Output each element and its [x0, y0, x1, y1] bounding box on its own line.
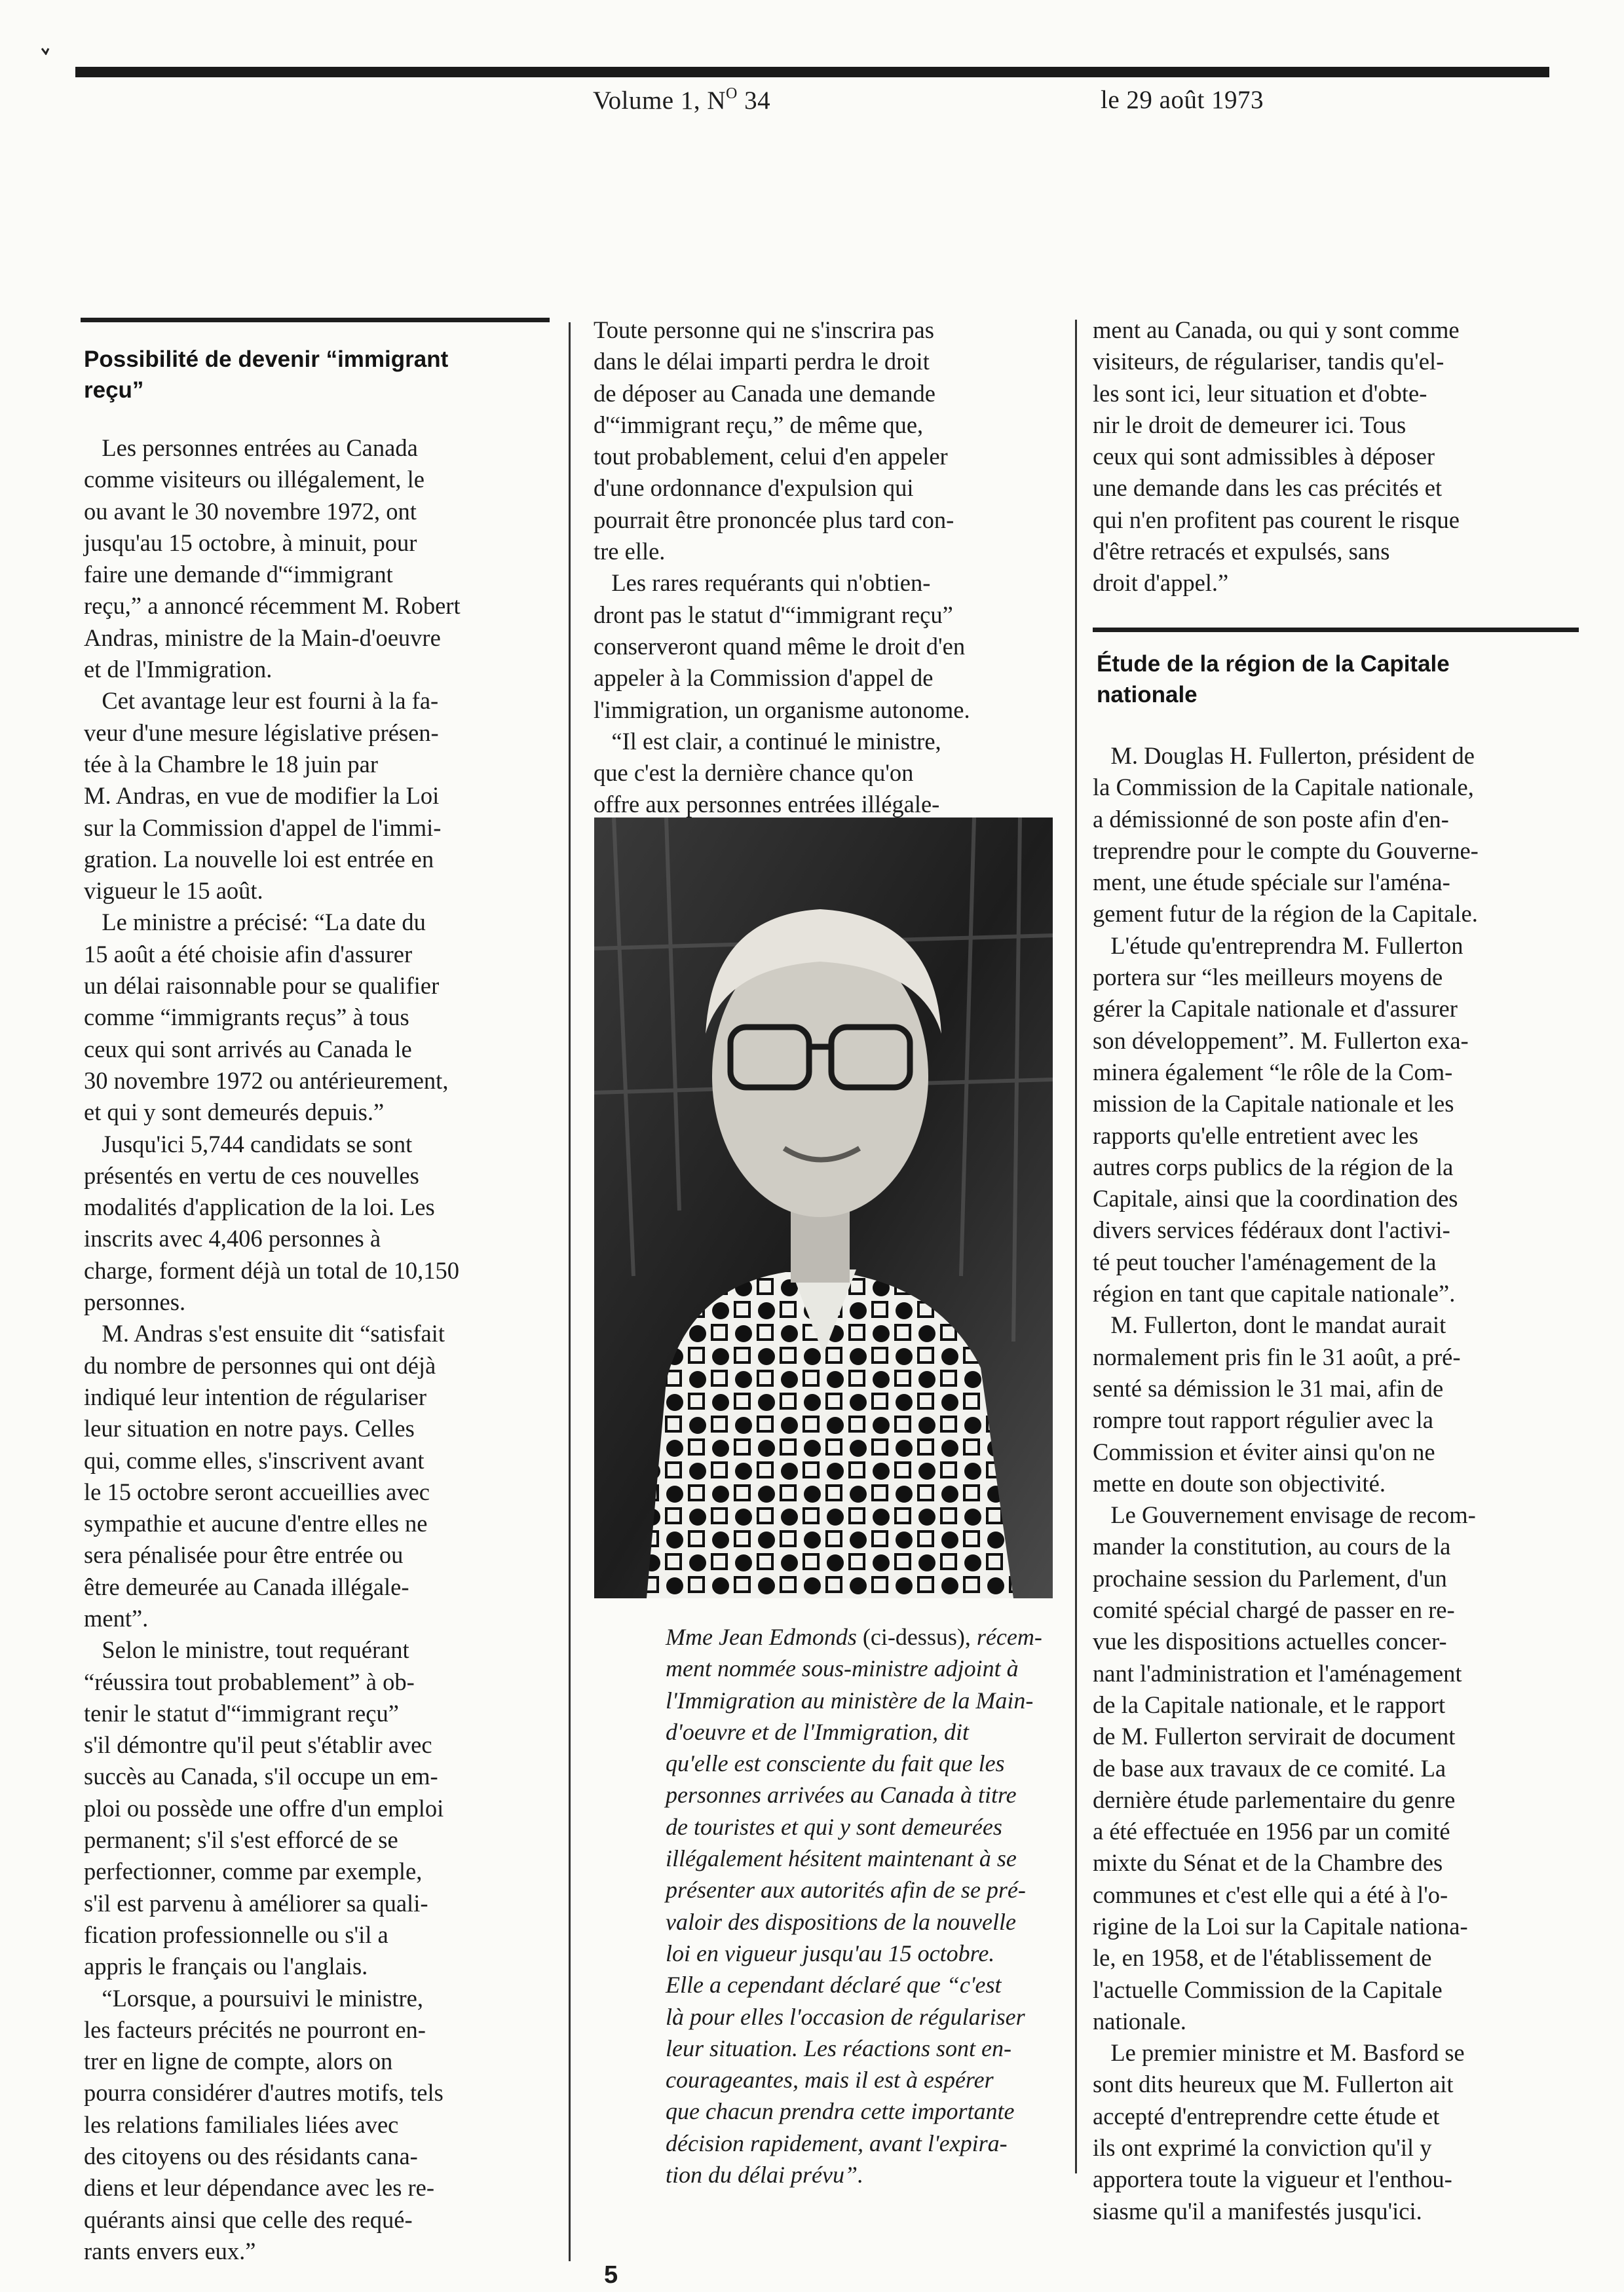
- caption-line: leur situation. Les réactions sont en-: [666, 2035, 1011, 2061]
- text-line: rapports qu'elle entretient avec les: [1093, 1121, 1419, 1149]
- text-line: M. Andras, en vue de modifier la Loi: [84, 782, 440, 810]
- text-line: vigueur le 15 août.: [84, 877, 263, 905]
- text-line: reçu,” a annoncé récemment M. Robert: [84, 592, 461, 620]
- text-line: ceux qui sont arrivés au Canada le: [84, 1035, 412, 1062]
- caption-line: courageantes, mais il est à espérer: [666, 2067, 994, 2094]
- caption-line: tion du délai prévu”.: [666, 2162, 863, 2189]
- text-line: d'une ordonnance d'expulsion qui: [594, 474, 914, 502]
- text-line: mander la constitution, au cours de la: [1093, 1533, 1451, 1560]
- column-divider-1: [569, 322, 571, 2261]
- text-line: ment”.: [84, 1604, 149, 1632]
- text-line: comme “immigrants reçus” à tous: [84, 1004, 409, 1031]
- text-line: prochaine session du Parlement, d'un: [1093, 1564, 1447, 1592]
- caption-line: là pour elles l'occasion de régulariser: [666, 2003, 1025, 2030]
- text-line: l'actuelle Commission de la Capitale: [1093, 1976, 1443, 2003]
- text-line: s'il démontre qu'il peut s'établir avec: [84, 1731, 432, 1759]
- text-line: de M. Fullerton servirait de document: [1093, 1723, 1456, 1750]
- text-line: dans le délai imparti perdra le droit: [594, 348, 930, 375]
- text-line: son développement”. M. Fullerton exa-: [1093, 1026, 1469, 1054]
- text-line: un délai raisonnable pour se qualifier: [84, 972, 440, 1000]
- text-line: indiqué leur intention de régulariser: [84, 1383, 426, 1410]
- text-line: dernière étude parlementaire du genre: [1093, 1786, 1456, 1813]
- text-line: le, en 1958, et de l'établissement de: [1093, 1944, 1432, 1972]
- article1-heading: Possibilité de devenir “immigrant reçu”: [84, 347, 449, 403]
- text-line: faire une demande d'“immigrant: [84, 561, 393, 588]
- caption-line: loi en vigueur jusqu'au 15 octobre.: [666, 1940, 995, 1966]
- caption-first-line: Mme Jean Edmonds (ci-dessus), récem-: [666, 1624, 1042, 1650]
- text-line: accepté d'entreprendre cette étude et: [1093, 2102, 1440, 2130]
- text-line: Les rares requérants qui n'obtien-: [594, 569, 931, 597]
- caption-line: qu'elle est consciente du fait que les: [666, 1750, 1005, 1777]
- text-line: L'étude qu'entreprendra M. Fullerton: [1093, 931, 1463, 959]
- text-line: succès au Canada, s'il occupe un em-: [84, 1763, 438, 1790]
- text-line: et de l'Immigration.: [84, 656, 273, 683]
- text-line: de déposer au Canada une demande: [594, 379, 935, 407]
- text-line: fication professionnelle ou s'il a: [84, 1921, 388, 1948]
- text-line: diens et leur dépendance avec les re-: [84, 2174, 435, 2202]
- caption-line: Elle a cependant déclaré que “c'est: [666, 1972, 1002, 1999]
- text-line: Cet avantage leur est fourni à la fa-: [84, 687, 439, 715]
- photo-caption: [666, 1621, 1072, 2190]
- text-line: de la Capitale nationale, et le rapport: [1093, 1691, 1446, 1718]
- text-line: conserveront quand même le droit d'en: [594, 632, 966, 660]
- text-line: qui n'en profitent pas courent le risque: [1093, 506, 1460, 533]
- text-line: gement futur de la région de la Capitale.: [1093, 900, 1478, 928]
- text-line: Les personnes entrées au Canada: [84, 434, 418, 461]
- text-line: ploi ou possède une offre d'un emploi: [84, 1794, 444, 1822]
- text-line: normalement pris fin le 31 août, a pré-: [1093, 1343, 1461, 1370]
- text-line: treprendre pour le compte du Gouverne-: [1093, 836, 1479, 864]
- text-line: Jusqu'ici 5,744 candidats se sont: [84, 1130, 413, 1157]
- text-line: ment au Canada, ou qui y sont comme: [1093, 316, 1460, 343]
- text-line: région en tant que capitale nationale”.: [1093, 1280, 1456, 1307]
- text-line: inscrits avec 4,406 personnes à: [84, 1225, 381, 1252]
- text-line: “Lorsque, a poursuivi le ministre,: [84, 1984, 423, 2012]
- text-line: M. Fullerton, dont le mandat aurait: [1093, 1311, 1446, 1339]
- text-line: dront pas le statut d'“immigrant reçu”: [594, 601, 953, 628]
- text-line: jusqu'au 15 octobre, à minuit, pour: [84, 529, 417, 556]
- text-line: rants envers eux.”: [84, 2237, 256, 2264]
- column-divider-2: [1075, 320, 1077, 2173]
- text-line: veur d'une mesure législative présen-: [84, 719, 439, 746]
- text-line: que c'est la dernière chance qu'on: [594, 759, 914, 787]
- text-line: M. Douglas H. Fullerton, président de: [1093, 742, 1475, 769]
- text-line: a démissionné de son poste afin d'en-: [1093, 805, 1449, 833]
- text-line: Toute personne qui ne s'inscrira pas: [594, 316, 934, 343]
- text-line: siasme qu'il a manifestés jusqu'ici.: [1093, 2197, 1422, 2225]
- text-line: minera également “le rôle de la Com-: [1093, 1058, 1453, 1085]
- text-line: “Il est clair, a continué le ministre,: [594, 727, 941, 755]
- text-line: senté sa démission le 31 mai, afin de: [1093, 1374, 1444, 1402]
- caption-line: illégalement hésitent maintenant à se: [666, 1845, 1017, 1872]
- caption-line: l'Immigration au ministère de la Main-: [666, 1687, 1034, 1714]
- article1-body: [84, 432, 550, 2267]
- text-line: sympathie et aucune d'entre elles ne: [84, 1510, 428, 1537]
- text-line: comme visiteurs ou illégalement, le: [84, 466, 425, 493]
- text-line: d'être retracés et expulsés, sans: [1093, 538, 1390, 565]
- text-line: té peut toucher l'aménagement de la: [1093, 1248, 1437, 1275]
- text-line: d'“immigrant reçu,” de même que,: [594, 411, 924, 438]
- text-line: portera sur “les meilleurs moyens de: [1093, 964, 1443, 991]
- text-line: l'immigration, un organisme autonome.: [594, 696, 970, 723]
- text-line: ou avant le 30 novembre 1972, ont: [84, 497, 417, 525]
- caption-person-name: Mme Jean Edmonds (ci-dessus),: [666, 1624, 977, 1650]
- issue-date: le 29 août 1973: [1101, 86, 1264, 114]
- text-line: ils ont exprimé la conviction qu'il y: [1093, 2134, 1432, 2162]
- article1-body-end: [1093, 314, 1577, 599]
- text-line: les facteurs précités ne pourront en-: [84, 2016, 426, 2043]
- text-line: offre aux personnes entrées illégale-: [594, 791, 940, 818]
- portrait-photo: [594, 817, 1053, 1598]
- text-line: gration. La nouvelle loi est entrée en: [84, 845, 434, 873]
- caption-line: personnes arrivées au Canada à titre: [666, 1782, 1017, 1809]
- text-line: Le premier ministre et M. Basford se: [1093, 2039, 1465, 2067]
- text-line: personnes.: [84, 1288, 186, 1316]
- text-line: ment, une étude spéciale sur l'aména-: [1093, 869, 1450, 896]
- caption-line: présenter aux autorités afin de se pré-: [666, 1877, 1026, 1904]
- portrait-image: [594, 817, 1053, 1598]
- text-line: autres corps publics de la région de la: [1093, 1153, 1454, 1180]
- text-line: Le ministre a précisé: “La date du: [84, 909, 426, 936]
- article2-top-rule: [1093, 628, 1579, 632]
- text-line: appeler à la Commission d'appel de: [594, 664, 934, 692]
- text-line: qui, comme elles, s'inscrivent avant: [84, 1446, 425, 1474]
- text-line: quérants ainsi que celle des requé-: [84, 2206, 413, 2233]
- text-line: apportera toute la vigueur et l'enthou-: [1093, 2166, 1452, 2193]
- text-line: pourrait être prononcée plus tard con-: [594, 506, 954, 533]
- issue-volume: Volume 1, $N^O$ 34: [593, 85, 771, 115]
- text-line: pourra considérer d'autres motifs, tels: [84, 2079, 444, 2107]
- caption-line: d'oeuvre et de l'Immigration, dit: [666, 1718, 969, 1745]
- text-line: tre elle.: [594, 538, 666, 565]
- article2-body: [1093, 740, 1577, 2227]
- text-line: gérer la Capitale nationale et d'assurer: [1093, 995, 1458, 1023]
- caption-line: ment nommée sous-ministre adjoint à: [666, 1655, 1019, 1682]
- text-line: le 15 octobre seront accueillies avec: [84, 1478, 430, 1505]
- text-line: permanent; s'il s'est efforcé de se: [84, 1826, 398, 1854]
- text-line: vue les dispositions actuelles concer-: [1093, 1628, 1447, 1655]
- text-line: présentés en vertu de ces nouvelles: [84, 1161, 419, 1189]
- text-line: leur situation en notre pays. Celles: [84, 1415, 415, 1442]
- text-line: être demeurée au Canada illégale-: [84, 1573, 409, 1600]
- text-line: la Commission de la Capitale nationale,: [1093, 774, 1474, 801]
- text-line: M. Andras s'est ensuite dit “satisfait: [84, 1320, 445, 1347]
- article1-body-cont: [594, 314, 1065, 821]
- text-line: nir le droit de demeurer ici. Tous: [1093, 411, 1407, 438]
- text-line: modalités d'application de la loi. Les: [84, 1193, 435, 1221]
- article2-heading: Étude de la région de la Capitale nationale: [1097, 651, 1450, 707]
- text-line: Commission et éviter ainsi qu'on ne: [1093, 1438, 1435, 1465]
- caption-line: décision rapidement, avant l'expira-: [666, 2130, 1008, 2156]
- text-line: tée à la Chambre le 18 juin par: [84, 750, 378, 778]
- text-line: tenir le statut d'“immigrant reçu”: [84, 1699, 399, 1727]
- text-line: et qui y sont demeurés depuis.”: [84, 1099, 385, 1126]
- text-line: mette en doute son objectivité.: [1093, 1469, 1386, 1497]
- corner-scan-mark: [41, 46, 56, 55]
- text-line: communes et c'est elle qui a été à l'o-: [1093, 1881, 1448, 1908]
- text-line: Selon le ministre, tout requérant: [84, 1636, 409, 1664]
- text-line: a été effectuée en 1956 par un comité: [1093, 1818, 1450, 1845]
- text-line: visiteurs, de régulariser, tandis qu'el-: [1093, 348, 1445, 375]
- text-line: appris le français ou l'anglais.: [84, 1953, 368, 1980]
- text-line: droit d'appel.”: [1093, 569, 1229, 597]
- text-line: perfectionner, comme par exemple,: [84, 1858, 423, 1885]
- text-line: des citoyens ou des résidants cana-: [84, 2143, 418, 2170]
- text-line: charge, forment déjà un total de 10,150: [84, 1256, 460, 1284]
- text-line: les relations familiales liées avec: [84, 2111, 399, 2138]
- text-line: mission de la Capitale nationale et les: [1093, 1090, 1454, 1118]
- text-line: s'il est parvenu à améliorer sa quali-: [84, 1889, 428, 1917]
- text-line: Andras, ministre de la Main-d'oeuvre: [84, 624, 441, 651]
- text-line: sur la Commission d'appel de l'immi-: [84, 814, 442, 841]
- text-line: ceux qui sont admissibles à déposer: [1093, 443, 1435, 470]
- masthead-rule: [75, 67, 1549, 77]
- text-line: rigine de la Loi sur la Capitale nationa-: [1093, 1912, 1468, 1940]
- text-line: divers services fédéraux dont l'activi-: [1093, 1216, 1450, 1244]
- text-line: sont dits heureux que M. Fullerton ait: [1093, 2071, 1454, 2098]
- text-line: nationale.: [1093, 2007, 1186, 2035]
- caption-line: que chacun prendra cette importante: [666, 2098, 1015, 2125]
- text-line: rompre tout rapport régulier avec la: [1093, 1406, 1433, 1434]
- caption-line: valoir des dispositions de la nouvelle: [666, 1908, 1016, 1935]
- text-line: les sont ici, leur situation et d'obte-: [1093, 379, 1427, 407]
- text-line: de base aux travaux de ce comité. La: [1093, 1754, 1446, 1782]
- article1-top-rule: [81, 318, 550, 322]
- text-line: comité spécial chargé de passer en re-: [1093, 1596, 1455, 1624]
- text-line: une demande dans les cas précités et: [1093, 474, 1443, 502]
- caption-line: de touristes et qui y sont demeurées: [666, 1813, 1002, 1840]
- text-line: nant l'administration et l'aménagement: [1093, 1659, 1462, 1687]
- text-line: 30 novembre 1972 ou antérieurement,: [84, 1066, 449, 1094]
- text-line: Le Gouvernement envisage de recom-: [1093, 1501, 1476, 1529]
- text-line: 15 août a été choisie afin d'assurer: [84, 940, 413, 968]
- text-line: mixte du Sénat et de la Chambre des: [1093, 1849, 1443, 1877]
- text-line: tout probablement, celui d'en appeler: [594, 443, 948, 470]
- page-number: 5: [604, 2261, 618, 2289]
- text-line: trer en ligne de compte, alors on: [84, 2048, 393, 2075]
- text-line: Capitale, ainsi que la coordination des: [1093, 1185, 1458, 1212]
- text-line: “réussira tout probablement” à ob-: [84, 1668, 415, 1695]
- text-line: sera pénalisée pour être entrée ou: [84, 1541, 404, 1569]
- text-line: du nombre de personnes qui ont déjà: [84, 1351, 436, 1379]
